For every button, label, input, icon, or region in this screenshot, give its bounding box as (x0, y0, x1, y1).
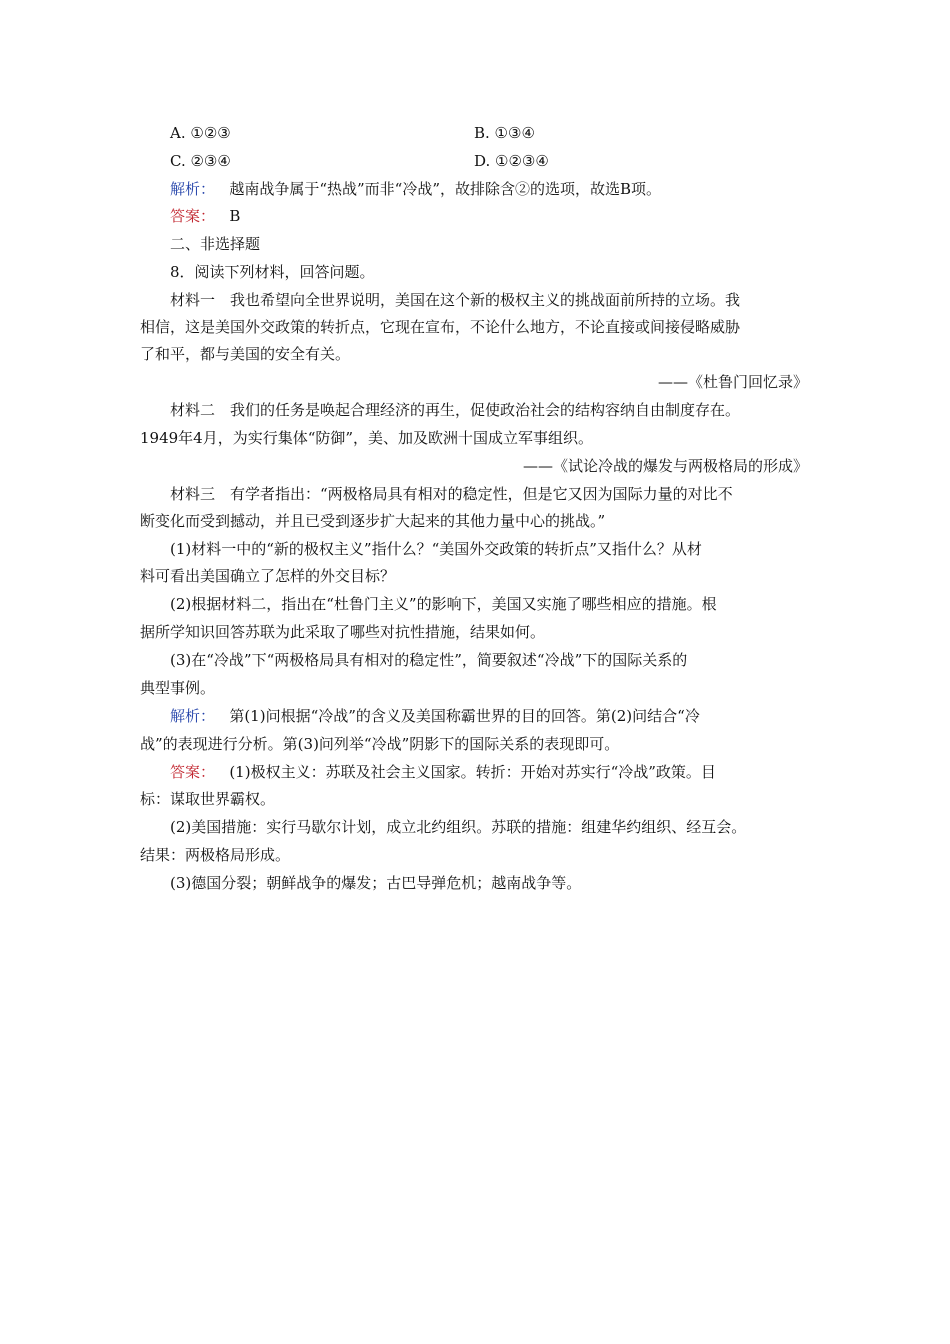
material2-line: 材料二 我们的任务是唤起合理经济的再生，促使政治社会的结构容纳自由制度存在。 (170, 401, 741, 419)
material3-line: 材料三 有学者指出：“两极格局具有相对的稳定性，但是它又因为国际力量的对比不 (170, 485, 733, 503)
q7-analysis (170, 179, 661, 199)
analysis-label: 解析： (170, 707, 216, 725)
option-c: C. ②③④ (170, 152, 231, 170)
subquestion-1: 料可看出美国确立了怎样的外交目标？ (140, 567, 396, 585)
material1-line: 了和平，都与美国的安全有关。 (140, 345, 351, 363)
q7-answer (170, 206, 240, 226)
option-b: B. ①③④ (474, 124, 535, 142)
material1-line: 相信，这是美国外交政策的转折点，它现在宣布，不论什么地方，不论直接或间接侵略威胁 (140, 318, 741, 336)
analysis-text: 越南战争属于“热战”而非“冷战”，故排除含②的选项，故选B项。 (229, 180, 662, 198)
material1-source: ——《杜鲁门回忆录》 (657, 373, 808, 391)
material2-source: ——《试论冷战的爆发与两极格局的形成》 (522, 457, 808, 475)
answer-text: (2)美国措施：实行马歇尔计划，成立北约组织。苏联的措施：组建华约组织、经互会。 (170, 818, 747, 836)
material3-line: 断变化而受到撼动，并且已受到逐步扩大起来的其他力量中心的挑战。” (140, 512, 606, 530)
material1-line: 材料一 我也希望向全世界说明，美国在这个新的极权主义的挑战面前所持的立场。我 (170, 291, 741, 309)
answer-text: (1)极权主义：苏联及社会主义国家。转折：开始对苏实行“冷战”政策。目 (229, 763, 716, 781)
q8-answer (170, 762, 716, 782)
analysis-text: 战”的表现进行分析。第(3)问列举“冷战”阴影下的国际关系的表现即可。 (140, 735, 620, 753)
option-a: A. ①②③ (170, 124, 231, 142)
q8-analysis (170, 706, 700, 726)
answer-text: B (229, 207, 241, 225)
analysis-label: 解析： (170, 180, 216, 198)
answer-text: 标：谋取世界霸权。 (140, 790, 276, 808)
subquestion-3: (3)在“冷战”下“两极格局具有相对的稳定性”，简要叙述“冷战”下的国际关系的 (170, 651, 688, 669)
q8-stem: 8．阅读下列材料，回答问题。 (170, 263, 375, 281)
subquestion-1: (1)材料一中的“新的极权主义”指什么？“美国外交政策的转折点”又指什么？从材 (170, 540, 702, 558)
material2-line: 1949年4月，为实行集体“防御”，美、加及欧洲十国成立军事组织。 (140, 429, 594, 447)
answer-label: 答案： (170, 763, 216, 781)
option-d: D. ①②③④ (474, 152, 549, 170)
answer-label: 答案： (170, 207, 216, 225)
answer-text: (3)德国分裂；朝鲜战争的爆发；古巴导弹危机；越南战争等。 (170, 874, 582, 892)
subquestion-3: 典型事例。 (140, 679, 216, 697)
subquestion-2: 据所学知识回答苏联为此采取了哪些对抗性措施，结果如何。 (140, 623, 546, 641)
answer-text: 结果：两极格局形成。 (140, 846, 291, 864)
analysis-text: 第(1)问根据“冷战”的含义及美国称霸世界的目的回答。第(2)问结合“冷 (229, 707, 700, 725)
section-heading: 二、非选择题 (170, 235, 261, 253)
subquestion-2: (2)根据材料二，指出在“杜鲁门主义”的影响下，美国又实施了哪些相应的措施。根 (170, 595, 717, 613)
